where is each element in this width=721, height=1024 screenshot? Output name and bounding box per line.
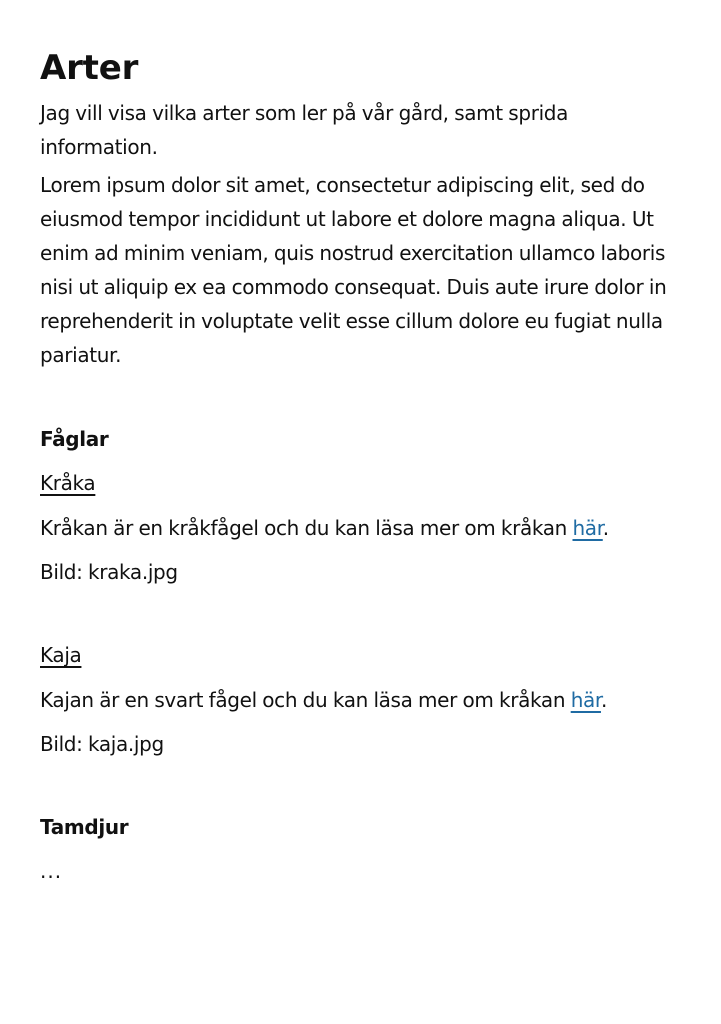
document-page [40, 46, 690, 888]
page-title: Arter [40, 48, 139, 88]
species-title-kaja: Kaja [40, 643, 82, 667]
species-description-kraka [40, 511, 690, 545]
species-description-kaja-text: Kajan är en svart fågel och du kan läsa mer om kråkan [40, 688, 566, 712]
species-title-kraka: Kråka [40, 471, 96, 495]
section-heading-birds: Fåglar [40, 427, 109, 451]
species-image-label-kaja: Bild: kaja.jpg [40, 732, 164, 756]
species-kaja [40, 638, 690, 761]
lorem-paragraph: Lorem ipsum dolor sit amet, consectetur adipiscing elit, sed do eiusmod tempor incididunt ut labore et dolore magna aliqua. Ut enim ad minim veniam, quis nostrud exercitation ullamco laboris nisi ut aliquip ex ea commodo consequat. Duis aute irure dolor in reprehenderit in voluptate velit esse cillum dolore eu fugiat nulla pariatur. [40, 173, 667, 367]
species-description-kaja [40, 683, 690, 717]
species-description-kraka-end: . [602, 516, 609, 540]
section-heading-pets: Tamdjur [40, 815, 129, 839]
species-description-kraka-text: Kråkan är en kråkfågel och du kan läsa mer om kråkan [40, 516, 567, 540]
intro-paragraph: Jag vill visa vilka arter som ler på vår gård, samt sprida information. [40, 101, 569, 159]
species-link-kraka[interactable]: här [572, 516, 603, 540]
species-image-label-kraka: Bild: kraka.jpg [40, 560, 178, 584]
pets-placeholder: ... [40, 859, 63, 883]
species-kraka [40, 466, 690, 589]
species-description-kaja-end: . [600, 688, 607, 712]
species-link-kaja[interactable]: här [570, 688, 601, 712]
